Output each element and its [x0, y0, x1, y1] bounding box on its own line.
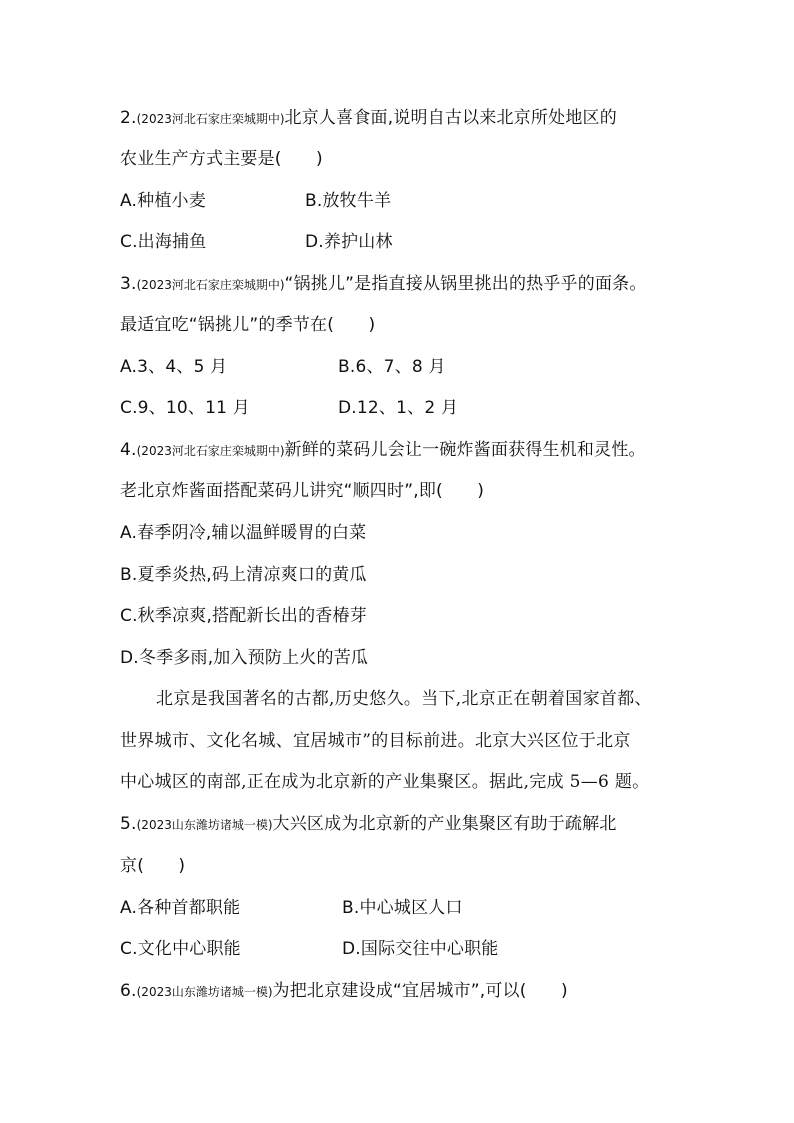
option-c: C.文化中心职能 — [120, 939, 241, 959]
question-source: (2023河北石家庄栾城期中) — [136, 278, 285, 292]
option-a: A.3、4、5 月 — [120, 357, 228, 377]
option-c: C.出海捕鱼 — [120, 232, 207, 252]
option-d: D.12、1、2 月 — [338, 398, 459, 418]
question-6-stem — [120, 980, 568, 1003]
question-4-stem-cont: 老北京炸酱面搭配菜码儿讲究“顺四时”,即( ) — [120, 481, 485, 501]
question-4-stem — [120, 439, 646, 462]
option-d: D.养护山林 — [305, 232, 393, 252]
option-a: A.春季阴冷,辅以温鲜暖胃的白菜 — [120, 523, 367, 543]
question-text: 大兴区成为北京新的产业集聚区有助于疏解北 — [272, 814, 617, 834]
option-d: D.冬季多雨,加入预防上火的苦瓜 — [120, 648, 369, 668]
question-number: 4. — [120, 440, 137, 460]
question-text: 北京人喜食面,说明自古以来北京所处地区的 — [284, 108, 617, 128]
option-a: A.各种首都职能 — [120, 898, 241, 918]
question-source: (2023山东潍坊诸城一模) — [136, 818, 273, 832]
option-a: A.种植小麦 — [120, 191, 206, 211]
question-number: 3. — [120, 274, 137, 294]
option-b: B.夏季炎热,码上清凉爽口的黄瓜 — [120, 565, 367, 585]
question-number: 5. — [120, 814, 137, 834]
question-2-stem-cont: 农业生产方式主要是( ) — [120, 149, 323, 169]
question-2-stem — [120, 107, 617, 130]
question-text: “锅挑儿”是指直接从锅里挑出的热乎乎的面条。 — [284, 274, 647, 294]
material-line: 北京是我国著名的古都,历史悠久。当下,北京正在朝着国家首都、 — [156, 689, 652, 709]
option-c: C.秋季凉爽,搭配新长出的香椿芽 — [120, 606, 367, 626]
question-text: 为把北京建设成“宜居城市”,可以( ) — [272, 981, 568, 1001]
material-line: 世界城市、文化名城、宜居城市”的目标前进。北京大兴区位于北京 — [120, 731, 631, 751]
question-text: 新鲜的菜码儿会让一碗炸酱面获得生机和灵性。 — [284, 440, 646, 460]
option-c: C.9、10、11 月 — [120, 398, 250, 418]
question-5-stem-cont: 京( ) — [120, 856, 186, 876]
option-d: D.国际交往中心职能 — [342, 939, 499, 959]
material-line: 中心城区的南部,正在成为北京新的产业集聚区。据此,完成 5—6 题。 — [120, 772, 650, 792]
question-number: 2. — [120, 108, 137, 128]
question-source: (2023河北石家庄栾城期中) — [136, 444, 285, 458]
question-3-stem — [120, 273, 647, 296]
question-source: (2023河北石家庄栾城期中) — [136, 112, 285, 126]
question-number: 6. — [120, 981, 137, 1001]
option-b: B.6、7、8 月 — [338, 357, 446, 377]
option-b: B.中心城区人口 — [342, 898, 463, 918]
option-b: B.放牧牛羊 — [305, 191, 392, 211]
question-5-stem — [120, 813, 617, 836]
question-3-stem-cont: 最适宜吃“锅挑儿”的季节在( ) — [120, 315, 376, 335]
question-source: (2023山东潍坊诸城一模) — [136, 985, 273, 999]
